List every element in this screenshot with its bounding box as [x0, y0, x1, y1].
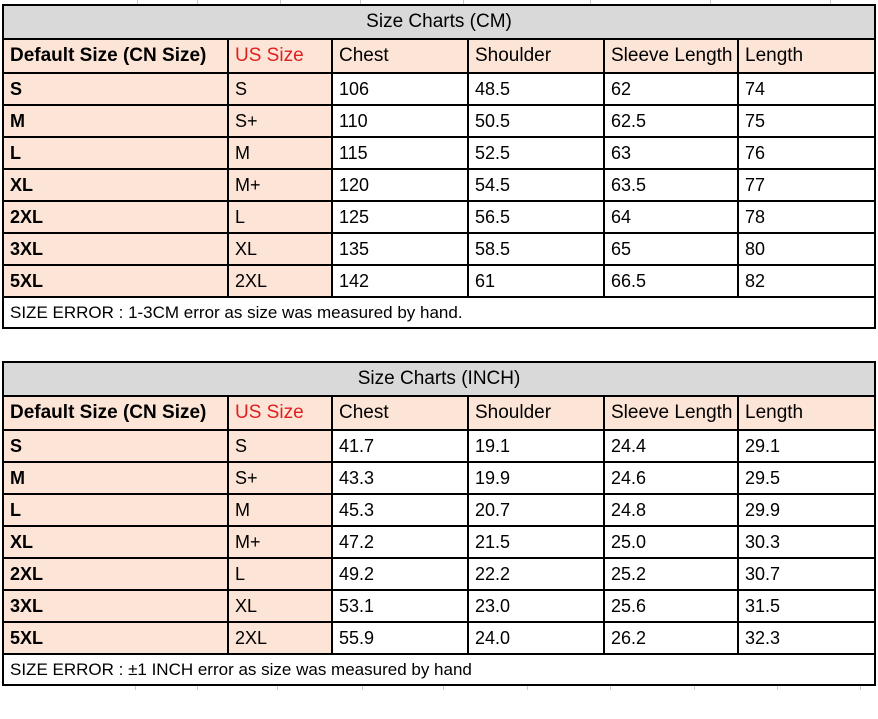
chest-cell: 110: [332, 105, 468, 137]
gridline: [830, 0, 831, 4]
us-size-cell: M: [228, 137, 332, 169]
us-size-cell: M+: [228, 169, 332, 201]
length-cell: 76: [738, 137, 875, 169]
chest-cell: 45.3: [332, 494, 468, 526]
gridline: [280, 0, 281, 4]
sleeve-length-cell: 24.4: [604, 430, 738, 462]
us-size-cell: 2XL: [228, 622, 332, 654]
us-size-cell: L: [228, 558, 332, 590]
column-header-chest: Chest: [332, 39, 468, 73]
sleeve-length-cell: 24.6: [604, 462, 738, 494]
length-cell: 29.5: [738, 462, 875, 494]
shoulder-cell: 22.2: [468, 558, 604, 590]
cn-size-cell: S: [3, 430, 228, 462]
size-chart-cm-table: [2, 4, 876, 329]
chest-cell: 115: [332, 137, 468, 169]
gridline: [777, 686, 778, 690]
sleeve-length-cell: 65: [604, 233, 738, 265]
sleeve-length-cell: 63: [604, 137, 738, 169]
chest-cell: 135: [332, 233, 468, 265]
us-size-cell: S: [228, 73, 332, 105]
size-error-note-row: [3, 297, 875, 328]
column-header-us-size: US Size: [228, 396, 332, 430]
us-size-cell: M+: [228, 526, 332, 558]
chest-cell: 142: [332, 265, 468, 297]
column-header-length: Length: [738, 39, 875, 73]
sleeve-length-cell: 24.8: [604, 494, 738, 526]
table-gap: [0, 329, 878, 361]
table-row: [3, 5, 875, 39]
length-cell: 29.9: [738, 494, 875, 526]
cn-size-cell: 2XL: [3, 558, 228, 590]
gridline: [197, 686, 198, 690]
cn-size-cell: M: [3, 462, 228, 494]
column-header-sleeve-length: Sleeve Length: [604, 396, 738, 430]
column-header-sleeve-length: Sleeve Length: [604, 39, 738, 73]
us-size-cell: XL: [228, 590, 332, 622]
cn-size-cell: XL: [3, 169, 228, 201]
shoulder-cell: 20.7: [468, 494, 604, 526]
cn-size-cell: 5XL: [3, 622, 228, 654]
size-error-note-row: [3, 654, 875, 685]
sleeve-length-cell: 25.2: [604, 558, 738, 590]
gridline: [610, 686, 611, 690]
cn-size-cell: 3XL: [3, 233, 228, 265]
length-cell: 31.5: [738, 590, 875, 622]
table-row: [3, 201, 875, 233]
sleeve-length-cell: 26.2: [604, 622, 738, 654]
length-cell: 82: [738, 265, 875, 297]
shoulder-cell: 61: [468, 265, 604, 297]
chest-cell: 53.1: [332, 590, 468, 622]
table-row: [3, 430, 875, 462]
chest-cell: 106: [332, 73, 468, 105]
table-header-row: [3, 396, 875, 430]
gridline: [360, 0, 361, 4]
us-size-cell: M: [228, 494, 332, 526]
gridline: [443, 686, 444, 690]
length-cell: 80: [738, 233, 875, 265]
chest-cell: 125: [332, 201, 468, 233]
column-header-length: Length: [738, 396, 875, 430]
gridline: [694, 686, 695, 690]
us-size-cell: S+: [228, 462, 332, 494]
table-row: [3, 462, 875, 494]
gridline: [463, 0, 464, 4]
spreadsheet-gridline-strip-bottom: [0, 686, 878, 690]
table-header-row: [3, 39, 875, 73]
sleeve-length-cell: 63.5: [604, 169, 738, 201]
us-size-cell: S+: [228, 105, 332, 137]
table-row: [3, 233, 875, 265]
length-cell: 74: [738, 73, 875, 105]
table-row: [3, 558, 875, 590]
size-chart-inch-table: [2, 361, 876, 686]
table-row: [3, 105, 875, 137]
chest-cell: 41.7: [332, 430, 468, 462]
size-error-note-cm: SIZE ERROR : 1-3CM error as size was measured by hand.: [3, 297, 875, 328]
table-row: [3, 362, 875, 396]
table-row: [3, 526, 875, 558]
cn-size-cell: 2XL: [3, 201, 228, 233]
size-error-note-inch: SIZE ERROR : ±1 INCH error as size was measured by hand: [3, 654, 875, 685]
chest-cell: 120: [332, 169, 468, 201]
shoulder-cell: 19.1: [468, 430, 604, 462]
length-cell: 78: [738, 201, 875, 233]
chest-cell: 55.9: [332, 622, 468, 654]
gridline: [137, 0, 138, 4]
us-size-cell: XL: [228, 233, 332, 265]
us-size-cell: L: [228, 201, 332, 233]
table-title-cm: Size Charts (CM): [3, 5, 875, 39]
length-cell: 30.3: [738, 526, 875, 558]
table-row: [3, 169, 875, 201]
chest-cell: 49.2: [332, 558, 468, 590]
us-size-cell: S: [228, 430, 332, 462]
spreadsheet-gridline-strip-top: [0, 0, 878, 4]
table-title-inch: Size Charts (INCH): [3, 362, 875, 396]
column-header-shoulder: Shoulder: [468, 39, 604, 73]
cn-size-cell: M: [3, 105, 228, 137]
length-cell: 75: [738, 105, 875, 137]
shoulder-cell: 19.9: [468, 462, 604, 494]
shoulder-cell: 56.5: [468, 201, 604, 233]
column-header-us-size: US Size: [228, 39, 332, 73]
length-cell: 29.1: [738, 430, 875, 462]
column-header-cn-size: Default Size (CN Size): [3, 39, 228, 73]
shoulder-cell: 48.5: [468, 73, 604, 105]
gridline: [135, 686, 136, 690]
column-header-shoulder: Shoulder: [468, 396, 604, 430]
chest-cell: 47.2: [332, 526, 468, 558]
sleeve-length-cell: 25.6: [604, 590, 738, 622]
us-size-cell: 2XL: [228, 265, 332, 297]
shoulder-cell: 23.0: [468, 590, 604, 622]
shoulder-cell: 21.5: [468, 526, 604, 558]
length-cell: 30.7: [738, 558, 875, 590]
shoulder-cell: 52.5: [468, 137, 604, 169]
table-row: [3, 494, 875, 526]
chest-cell: 43.3: [332, 462, 468, 494]
gridline: [590, 0, 591, 4]
column-header-cn-size: Default Size (CN Size): [3, 396, 228, 430]
table-row: [3, 137, 875, 169]
cn-size-cell: 5XL: [3, 265, 228, 297]
sleeve-length-cell: 66.5: [604, 265, 738, 297]
sleeve-length-cell: 62: [604, 73, 738, 105]
cn-size-cell: L: [3, 494, 228, 526]
gridline: [860, 686, 861, 690]
gridline: [197, 0, 198, 4]
length-cell: 77: [738, 169, 875, 201]
sleeve-length-cell: 62.5: [604, 105, 738, 137]
table-row: [3, 73, 875, 105]
gridline: [710, 0, 711, 4]
column-header-chest: Chest: [332, 396, 468, 430]
shoulder-cell: 54.5: [468, 169, 604, 201]
length-cell: 32.3: [738, 622, 875, 654]
shoulder-cell: 58.5: [468, 233, 604, 265]
cn-size-cell: L: [3, 137, 228, 169]
table-row: [3, 265, 875, 297]
table-row: [3, 622, 875, 654]
cn-size-cell: S: [3, 73, 228, 105]
table-row: [3, 590, 875, 622]
gridline: [277, 686, 278, 690]
gridline: [527, 686, 528, 690]
gridline: [362, 686, 363, 690]
shoulder-cell: 50.5: [468, 105, 604, 137]
sleeve-length-cell: 25.0: [604, 526, 738, 558]
cn-size-cell: XL: [3, 526, 228, 558]
shoulder-cell: 24.0: [468, 622, 604, 654]
sleeve-length-cell: 64: [604, 201, 738, 233]
cn-size-cell: 3XL: [3, 590, 228, 622]
